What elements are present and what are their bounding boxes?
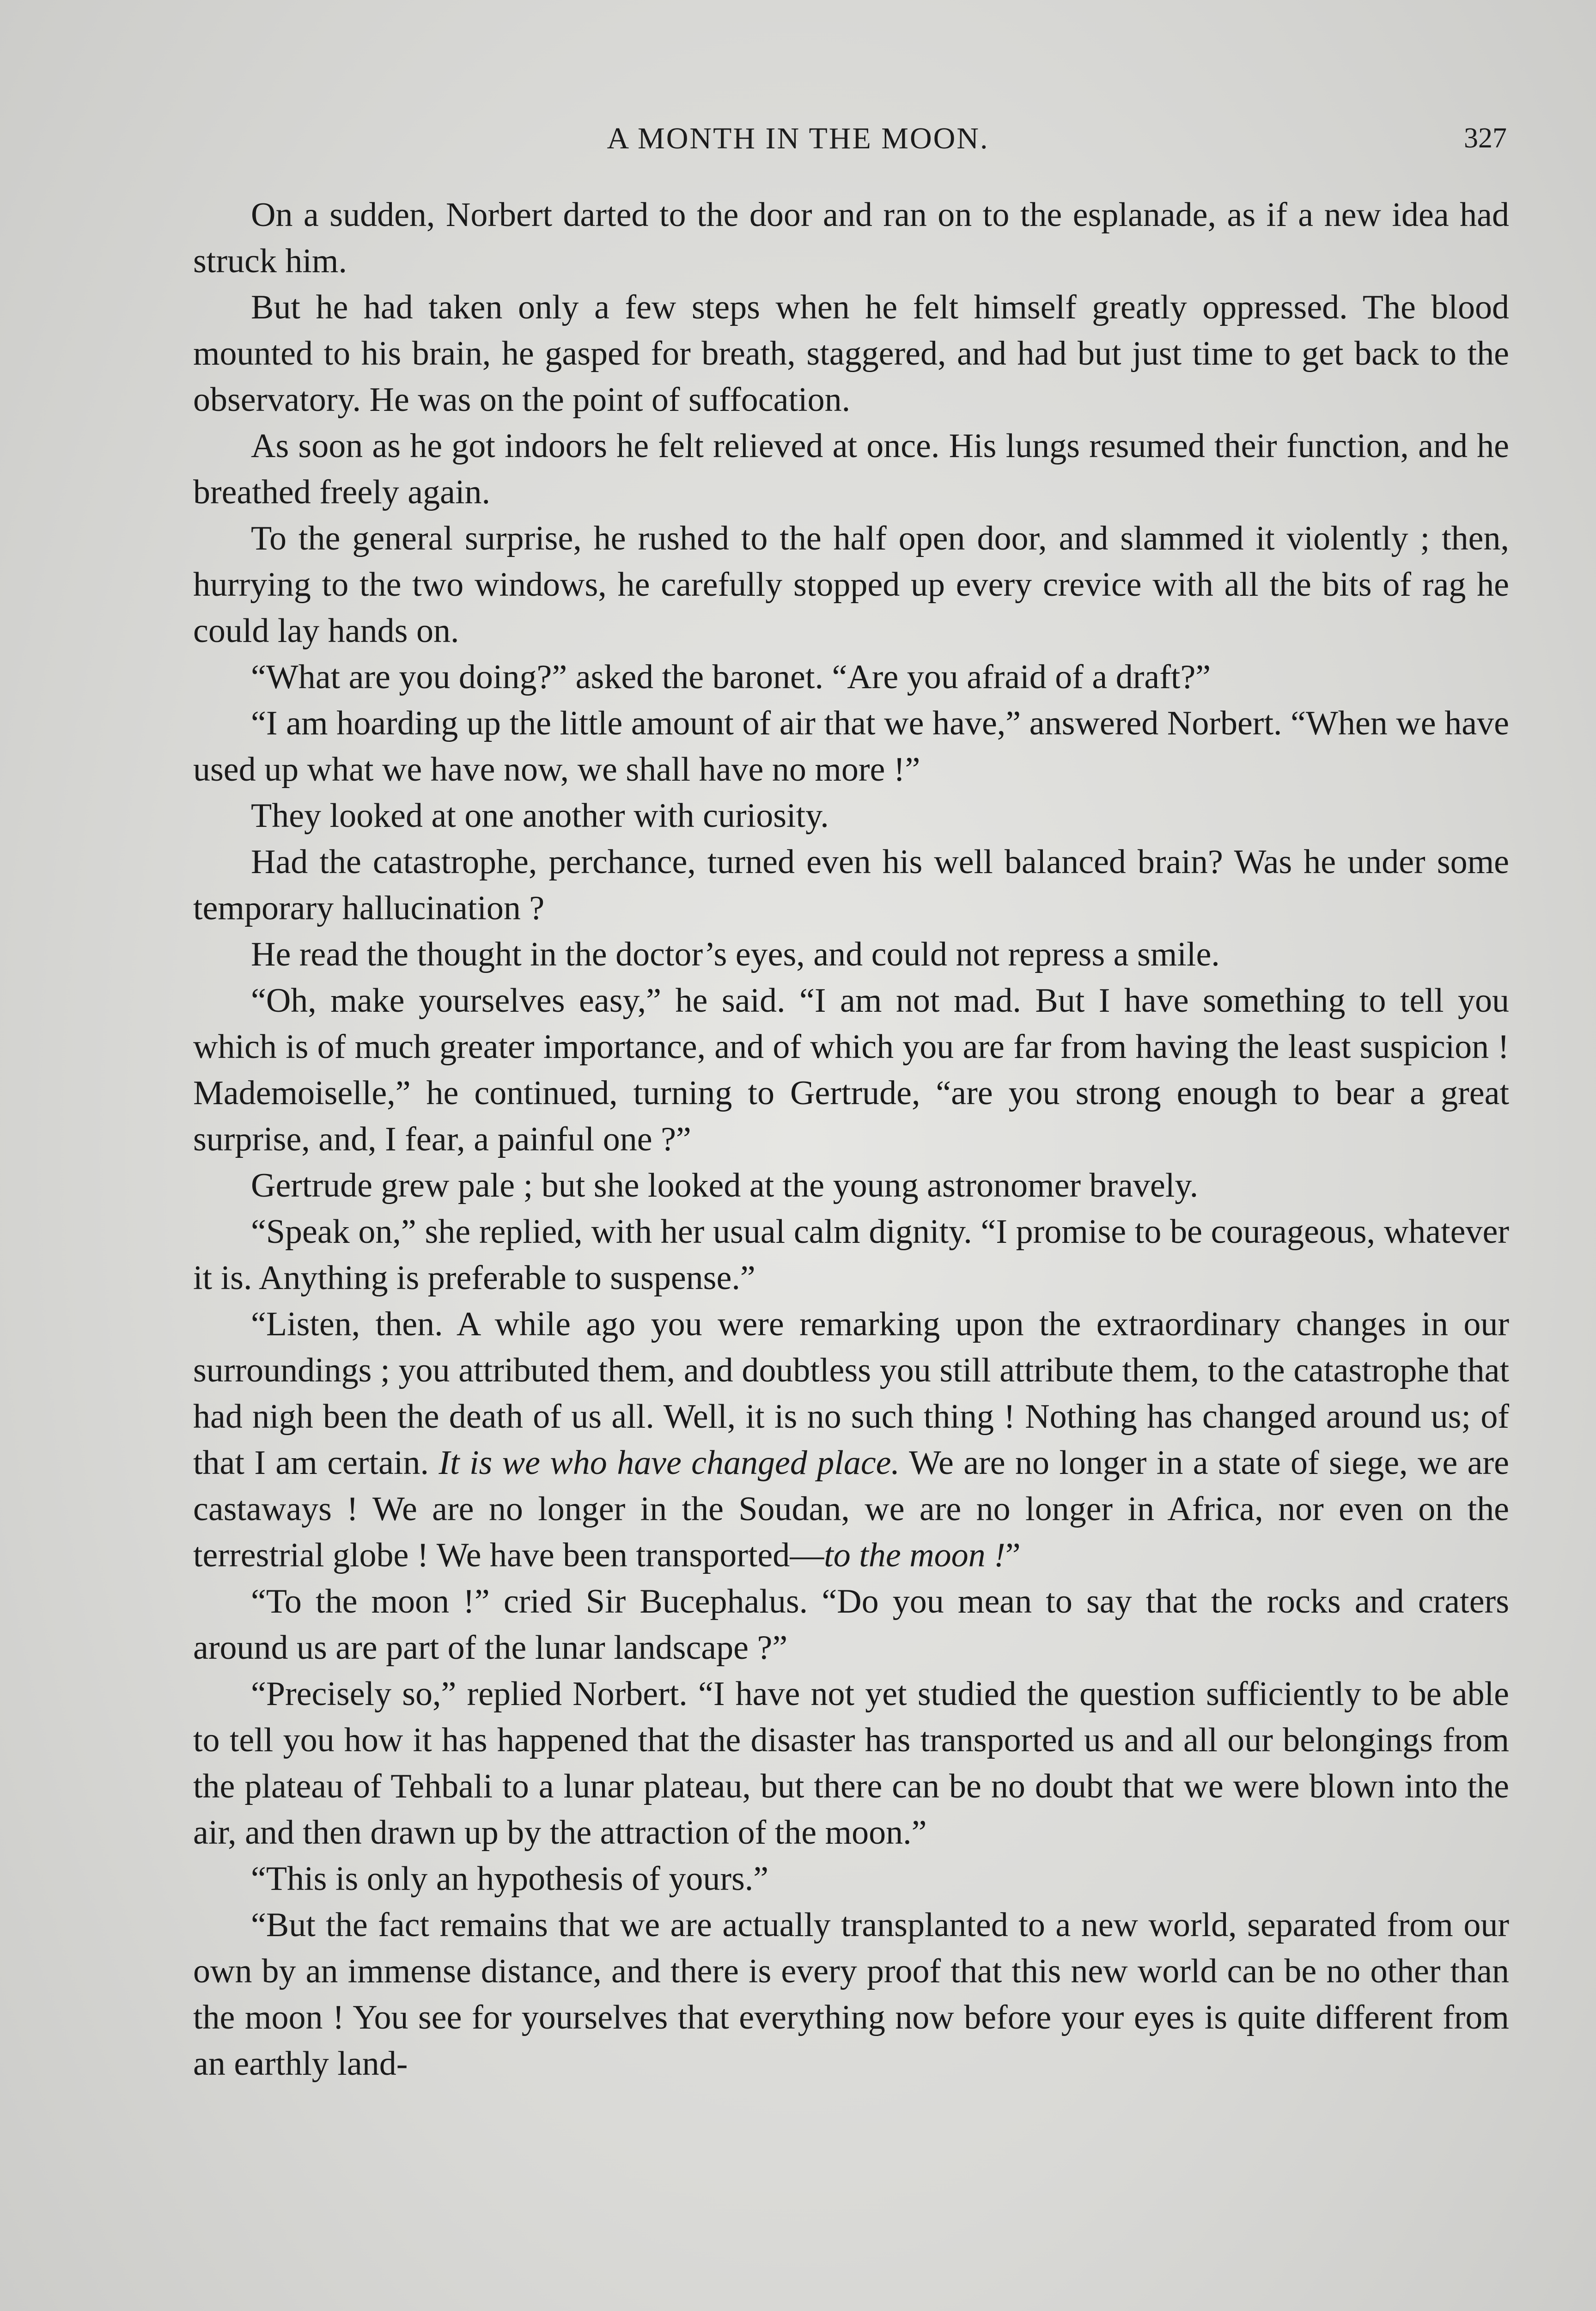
page-number: 327	[1464, 122, 1507, 154]
paragraph: Gertrude grew pale ; but she looked at the young astronomer bravely.	[251, 1167, 1199, 1204]
paragraph: As soon as he got indoors he felt relieved at once. His lungs resumed their function, and he breathed freely again.	[193, 427, 1509, 511]
text-run: ”	[1005, 1536, 1021, 1574]
paragraph: “I am hoarding up the little amount of air that we have,” answered Norbert. “When we have used up what we have now, we shall have no more !”	[193, 704, 1509, 789]
paragraph: But he had taken only a few steps when he felt himself greatly oppressed. The blood mounted to his brain, he gasped for breath, staggered, and had but just time to get back to the observatory. He was on the point of suffocation.	[193, 288, 1509, 419]
paragraph-with-italics	[193, 1301, 1509, 1578]
paragraph: “Precisely so,” replied Norbert. “I have not yet studied the question sufficiently to be able to tell you how it has happened that the disaster has transported us and all our belongings from the plateau of Tehbali to a lunar plateau, but there can be no doubt that we were blown into the air, and then drawn up by the attraction of the moon.”	[193, 1675, 1509, 1852]
body-text	[193, 192, 1509, 2087]
text-run: “Listen, then. A while ago you were remarking upon the extraordinary changes in our surroundings ; you attributed them, and doubtless you still attribute them, to the catastrophe that had nigh been the death of us all. Well, it is no such thing ! Nothing has changed around us; of that I am certain.	[193, 1305, 1509, 1482]
paragraph: “Speak on,” she replied, with her usual calm dignity. “I promise to be courageous, whatever it is. Anything is preferable to suspense.”	[193, 1213, 1509, 1297]
page-header	[0, 121, 1596, 172]
paragraph: On a sudden, Norbert darted to the door and ran on to the esplanade, as if a new idea had struck him.	[193, 196, 1509, 280]
paragraph: They looked at one another with curiosity.	[251, 797, 829, 835]
text-run: We are no longer in a state of siege, we are castaways ! We are no longer in the Soudan, we are no longer in Africa, nor even on the terrestrial globe ! We have been transported—	[193, 1444, 1509, 1574]
paragraph: “What are you doing?” asked the baronet. “Are you afraid of a draft?”	[251, 658, 1211, 696]
paragraph: “To the moon !” cried Sir Bucephalus. “Do you mean to say that the rocks and craters around us are part of the lunar landscape ?”	[193, 1583, 1509, 1667]
italic-text: to the moon !	[824, 1536, 1005, 1574]
paragraph: “Oh, make yourselves easy,” he said. “I am not mad. But I have something to tell you which is of much greater importance, and of which you are far from having the least suspicion ! Mademoiselle,” he continued, turning to Gertrude, “are you strong enough to bear a great surprise, and, I fear, a painful one ?”	[193, 982, 1509, 1158]
paragraph: “This is only an hypothesis of yours.”	[251, 1860, 769, 1898]
italic-text: It is we who have changed place.	[439, 1444, 900, 1482]
running-title: A MONTH IN THE MOON.	[607, 122, 989, 155]
paragraph: He read the thought in the doctor’s eyes, and could not repress a smile.	[251, 935, 1220, 973]
paragraph: “But the fact remains that we are actually transplanted to a new world, separated from our own by an immense distance, and there is every proof that this new world can be no other than the moon ! You see for yourselves that everything now before your eyes is quite different from an earthly land-	[193, 1906, 1509, 2083]
paragraph: Had the catastrophe, perchance, turned even his well balanced brain? Was he under some temporary hallucination ?	[193, 843, 1509, 927]
paragraph: To the general surprise, he rushed to the half open door, and slammed it violently ; then, hurrying to the two windows, he carefully stopped up every crevice with all the bits of rag he could lay hands on.	[193, 520, 1509, 650]
